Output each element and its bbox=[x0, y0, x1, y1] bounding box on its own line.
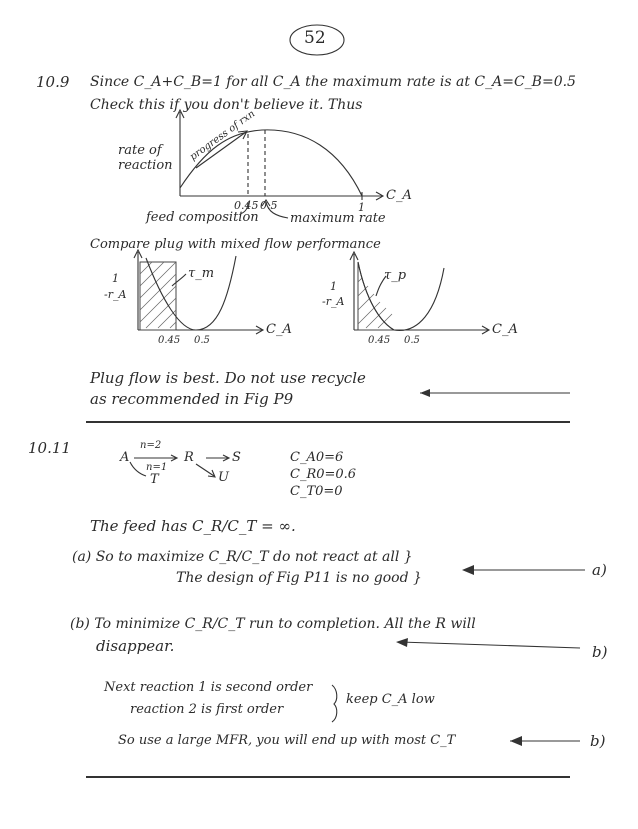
left-tau-label: τ_m bbox=[188, 266, 215, 281]
mixed-flow-graph bbox=[134, 250, 263, 334]
next-line2: reaction 2 is first order bbox=[130, 702, 284, 717]
conclusion-line2: as recommended in Fig P9 bbox=[90, 390, 294, 408]
feed-ct0: C_T0=0 bbox=[290, 484, 343, 499]
keep-ca-low: keep C_A low bbox=[346, 692, 435, 707]
part-b-marker: b) bbox=[592, 643, 608, 661]
scheme-n1: n=1 bbox=[146, 462, 168, 473]
tick-label-05: 0.5 bbox=[260, 199, 278, 212]
feed-ca0: C_A0=6 bbox=[290, 450, 344, 465]
rate-ylabel-2: reaction bbox=[118, 158, 173, 173]
plug-flow-graph bbox=[350, 252, 489, 334]
part-a-marker: a) bbox=[592, 561, 607, 579]
left-tick-045: 0.45 bbox=[158, 335, 181, 346]
b-arrow bbox=[400, 642, 580, 648]
rate-graph bbox=[176, 110, 383, 218]
scheme-S: S bbox=[232, 450, 241, 465]
tick-label-045: 0.45 bbox=[234, 199, 259, 212]
scheme-n2: n=2 bbox=[140, 440, 162, 451]
left-tick-05: 0.5 bbox=[194, 335, 210, 346]
scheme-R: R bbox=[184, 450, 194, 465]
scheme-A: A bbox=[120, 450, 130, 465]
left-ylabel-top: 1 bbox=[112, 272, 119, 285]
problem-109-number: 10.9 bbox=[36, 73, 70, 91]
progress-label: progress of rxn bbox=[188, 108, 258, 163]
feed-ratio-line: The feed has C_R/C_T = ∞. bbox=[90, 517, 296, 535]
right-ylabel-bot: -r_A bbox=[322, 295, 345, 308]
scheme-T: T bbox=[150, 472, 159, 487]
scheme-U: U bbox=[218, 470, 229, 485]
maximum-rate-label: maximum rate bbox=[290, 211, 386, 226]
rate-ylabel-1: rate of bbox=[118, 143, 162, 158]
right-tick-045: 0.45 bbox=[368, 335, 391, 346]
conclusion-line1: Plug flow is best. Do not use recycle bbox=[90, 369, 366, 387]
problem-1011-number: 10.11 bbox=[28, 439, 71, 457]
right-xaxis-label: C_A bbox=[492, 322, 518, 337]
rate-xaxis-label: C_A bbox=[386, 188, 412, 203]
problem-109-line2: Check this if you don't believe it. Thus bbox=[90, 97, 363, 113]
mixed-flow-shaded bbox=[140, 262, 176, 330]
part-a-line2: The design of Fig P11 is no good } bbox=[176, 570, 422, 586]
compare-line: Compare plug with mixed flow performance bbox=[90, 237, 381, 252]
right-ylabel-top: 1 bbox=[330, 280, 337, 293]
part-b-marker-2: b) bbox=[590, 732, 606, 750]
next-line1: Next reaction 1 is second order bbox=[104, 680, 313, 695]
tick-label-1: 1 bbox=[358, 201, 365, 214]
so-use-line: So use a large MFR, you will end up with most C_T bbox=[118, 733, 456, 748]
right-tau-label: τ_p bbox=[384, 268, 407, 283]
feed-cr0: C_R0=0.6 bbox=[290, 467, 357, 482]
problem-109-line1: Since C_A+C_B=1 for all C_A the maximum rate is at C_A=C_B=0.5 bbox=[90, 74, 576, 90]
right-tick-05: 0.5 bbox=[404, 335, 420, 346]
reaction-scheme-arrows bbox=[130, 455, 229, 477]
part-a-line1: (a) So to maximize C_R/C_T do not react at all } bbox=[72, 549, 413, 565]
left-ylabel-bot: -r_A bbox=[104, 288, 127, 301]
part-b-line2: disappear. bbox=[96, 637, 175, 655]
page-number: 52 bbox=[304, 28, 326, 48]
feed-composition-label: feed composition bbox=[146, 210, 259, 225]
left-xaxis-label: C_A bbox=[266, 322, 292, 337]
part-b-line1: (b) To minimize C_R/C_T run to completion. All the R will bbox=[70, 616, 476, 632]
brace-next bbox=[332, 685, 337, 722]
